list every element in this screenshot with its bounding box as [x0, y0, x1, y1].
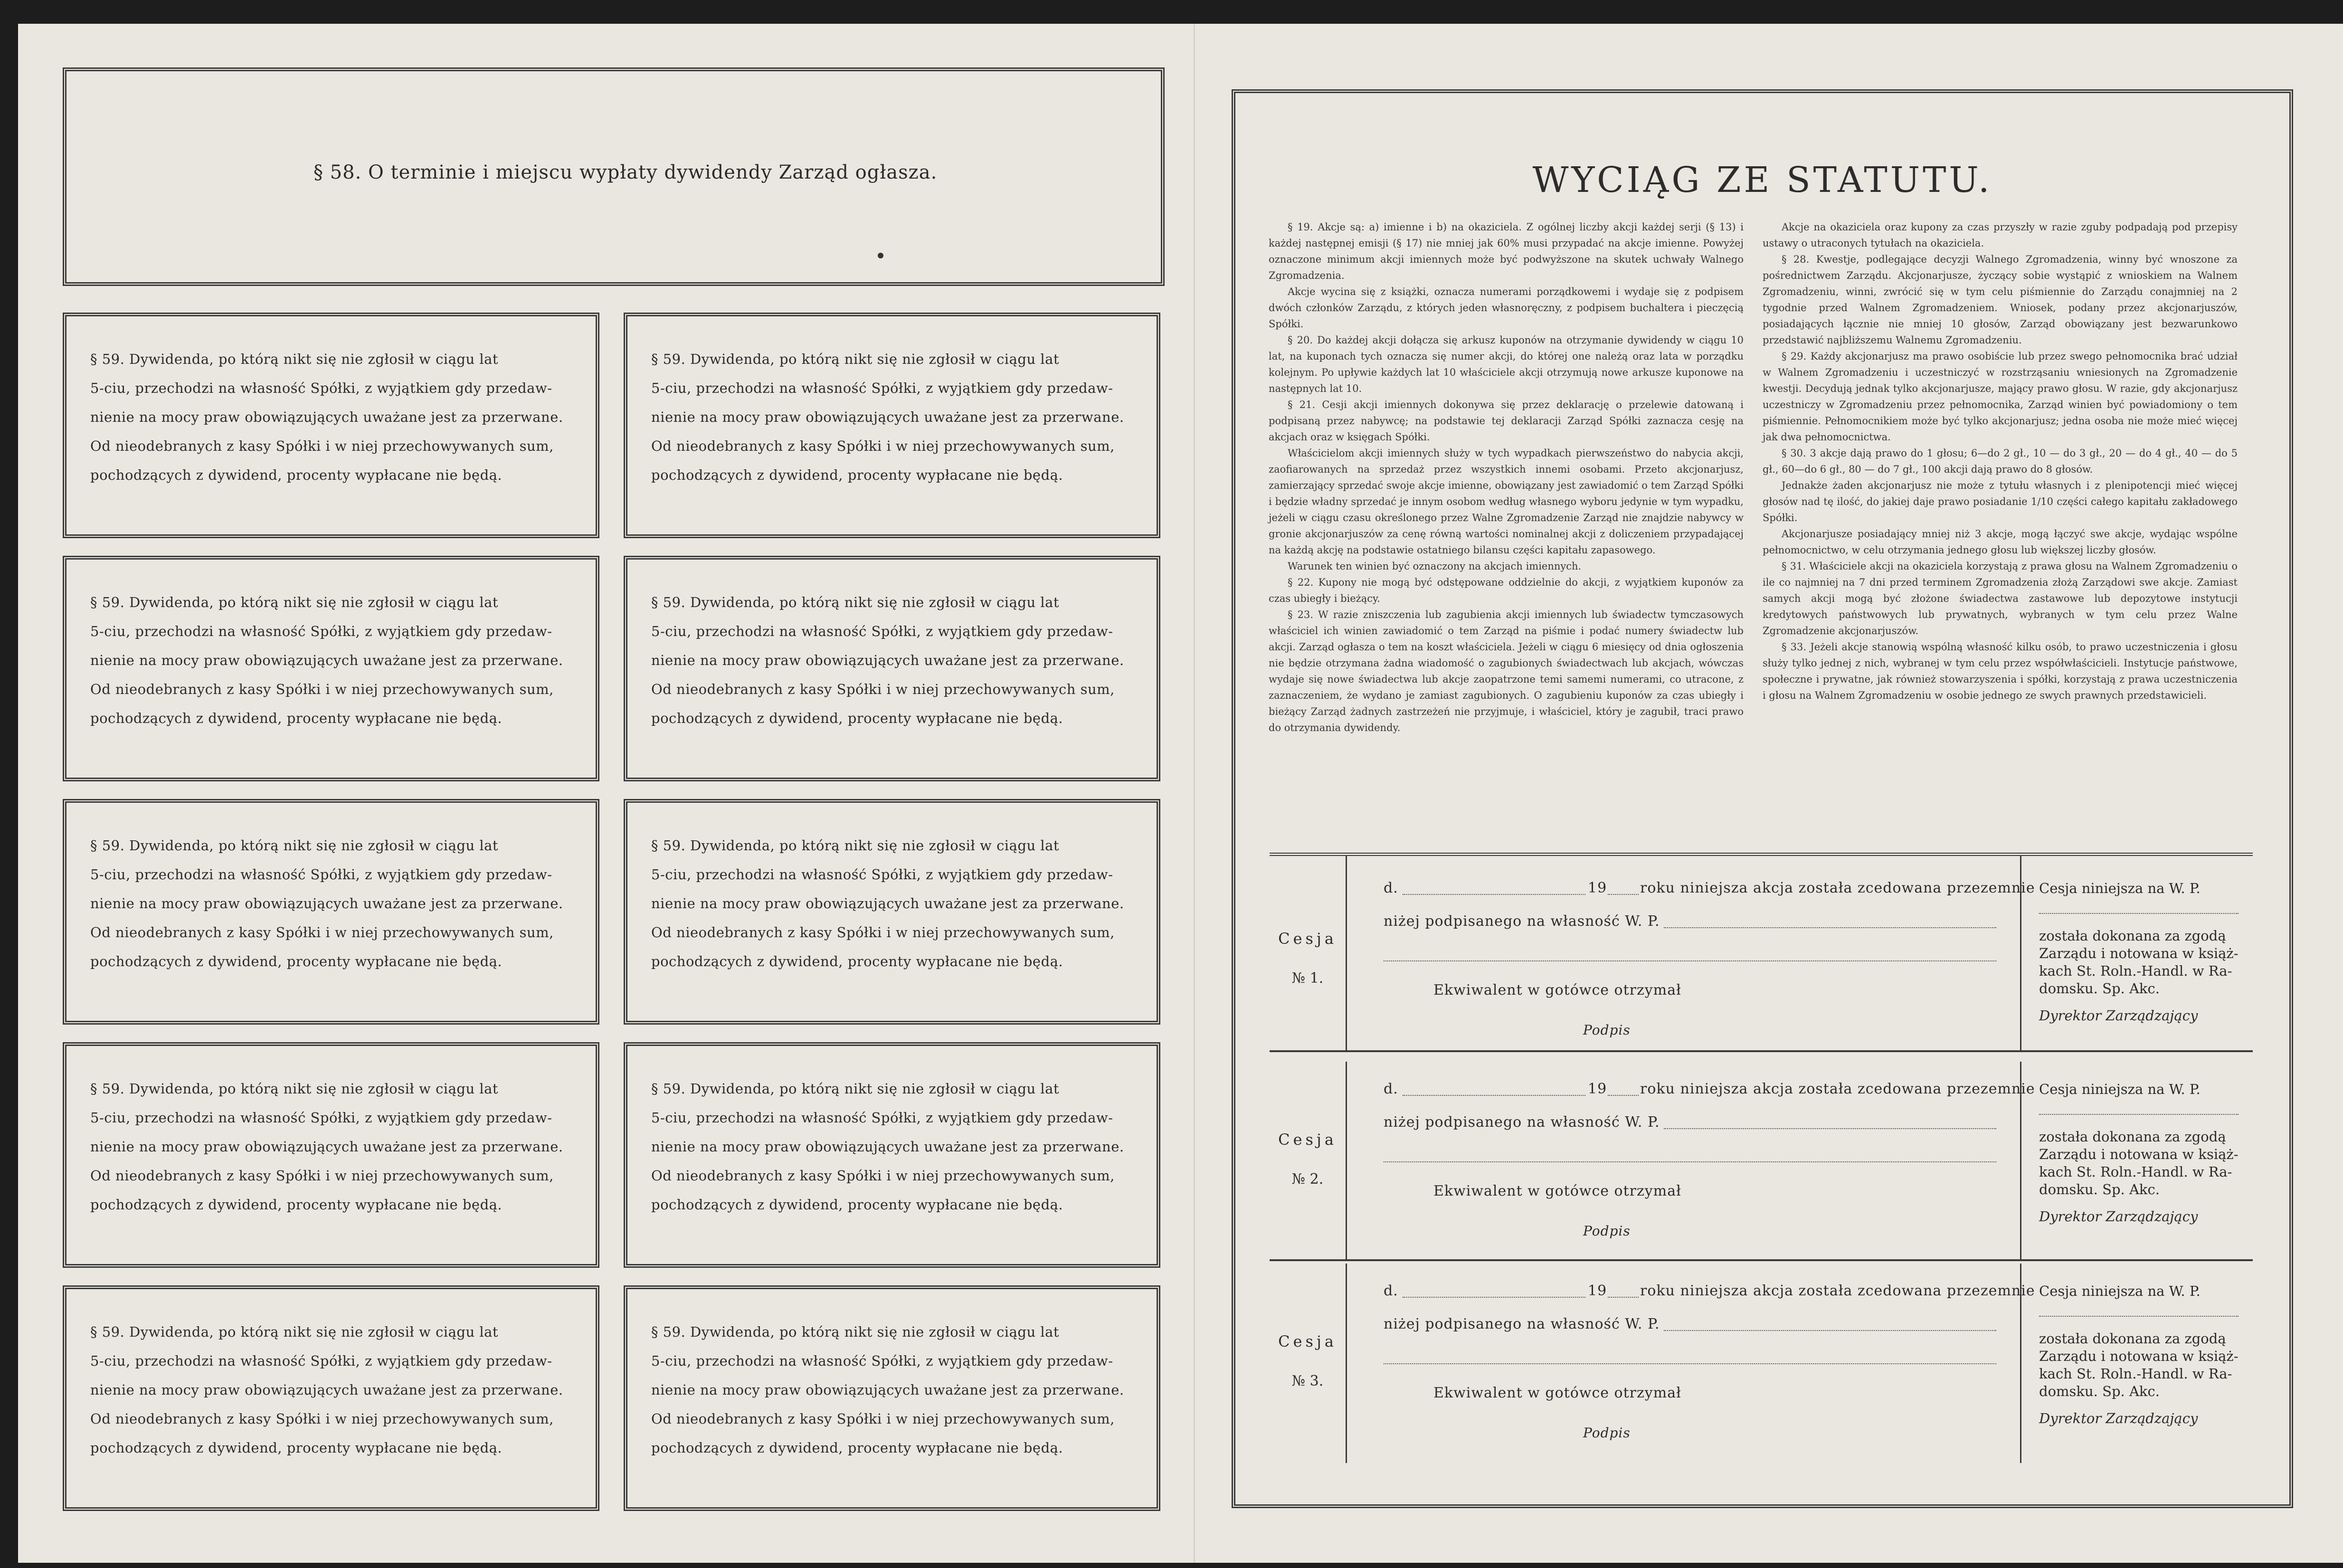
header-text: § 58. O terminie i miejscu wypłaty dywidendy Zarząd ogłasza.	[313, 162, 938, 183]
coupon-1	[63, 313, 599, 538]
owner-field[interactable]	[1664, 1128, 1996, 1129]
statute-paragraph: § 33. Jeżeli akcje stanowią wspólną własność kilku osób, to prawo uczestniczenia i głosu służy tylko jednej z nich, wybranej w tym celu przez współwłaścicieli. Instytucje państwowe, społeczne i prywatne, jak również stowarzyszenia i spółki, korzystają z prawa uczestniczenia i głosu na Walnem Zgromadzeniu w osobie jednego ze swych prawnych przedstawicieli.	[1763, 641, 2238, 701]
right-title: Cesja niniejsza na W. P.	[2039, 880, 2201, 896]
cession-line1: roku niniejsza akcja została zcedowana przezemnie	[1640, 1081, 2035, 1097]
coupon-10	[624, 1285, 1160, 1511]
cession-number: № 3.	[1291, 1373, 1324, 1389]
coupon-line: Od nieodebranych z kasy Spółki i w niej przechowywanych sum,	[90, 438, 554, 454]
coupon-line: 5-ciu, przechodzi na własność Spółki, z wyjątkiem gdy przedaw-	[651, 380, 1113, 396]
cession-1	[1270, 853, 2253, 1052]
coupon-line: 5-ciu, przechodzi na własność Spółki, z wyjątkiem gdy przedaw-	[651, 1110, 1113, 1126]
cession-label: Cesja	[1278, 1332, 1337, 1350]
coupon-line: Od nieodebranych z kasy Spółki i w niej przechowywanych sum,	[90, 681, 554, 697]
document-sheet	[18, 24, 2343, 1563]
coupon-line: 5-ciu, przechodzi na własność Spółki, z wyjątkiem gdy przedaw-	[651, 623, 1113, 639]
statute-paragraph: Akcje wycina się z książki, oznacza numerami porządkowemi i wydaje się z podpisem dwóch członków Zarządu, z których jeden własnoręczny, z podpisem buchaltera i pieczęcią Spółki.	[1269, 286, 1744, 330]
statute-paragraph: § 22. Kupony nie mogą być odstępowane oddzielnie do akcji, z wyjątkiem kuponów za czas ubiegły i bieżący.	[1269, 577, 1744, 604]
coupon-line: nienie na mocy praw obowiązujących uważane jest za przerwane.	[90, 1139, 563, 1155]
coupon-line: pochodzących z dywidend, procenty wypłacane nie będą.	[90, 710, 503, 726]
date-field[interactable]	[1403, 894, 1585, 895]
statute-paragraph: Akcjonarjusze posiadający mniej niż 3 akcje, mogą łączyć swe akcje, wydając wspólne pełnomocnictwo, w celu otrzymania jednego głosu lub większej liczby głosów.	[1763, 528, 2238, 556]
right-field[interactable]	[2039, 913, 2239, 914]
cession-date-d: d.	[1384, 1283, 1398, 1299]
coupon-2	[624, 313, 1160, 538]
cession-date-d: d.	[1384, 880, 1398, 896]
coupon-line: nienie na mocy praw obowiązujących uważane jest za przerwane.	[90, 652, 563, 668]
coupon-line: § 59. Dywidenda, po którą nikt się nie zgłosił w ciągu lat	[90, 1081, 499, 1097]
coupon-8	[624, 1042, 1160, 1268]
coupon-line: nienie na mocy praw obowiązujących uważane jest za przerwane.	[90, 409, 563, 425]
center-fold	[1194, 24, 1195, 1563]
owner-field-2[interactable]	[1384, 1363, 1996, 1364]
coupon-line: Od nieodebranych z kasy Spółki i w niej przechowywanych sum,	[90, 924, 554, 941]
statute-paragraph: § 31. Właściciele akcji na okaziciela korzystają z prawa głosu na Walnem Zgromadzeniu o ile co najmniej na 7 dni przed terminem Zgromadzenia złożą Zarządowi swe akcje. Zamiast samych akcji mogą być złożone świadectwa zastawowe lub depozytowe instytucji kredytowych państwowych lub prywatnych, wybranych w tym celu przez Walne Zgromadzenie akcjonarjuszów.	[1763, 561, 2238, 637]
coupon-line: § 59. Dywidenda, po którą nikt się nie zgłosił w ciągu lat	[90, 351, 499, 367]
director-label: Dyrektor Zarządzający	[2039, 1007, 2198, 1024]
cession-date-d: d.	[1384, 1081, 1398, 1097]
coupon-line: pochodzących z dywidend, procenty wypłacane nie będą.	[90, 1440, 503, 1456]
year-prefix: 19	[1588, 1283, 1607, 1299]
cession-number: № 2.	[1291, 1171, 1324, 1188]
year-prefix: 19	[1588, 880, 1607, 896]
coupon-line: § 59. Dywidenda, po którą nikt się nie zgłosił w ciągu lat	[651, 351, 1060, 367]
coupon-line: pochodzących z dywidend, procenty wypłacane nie będą.	[90, 1197, 503, 1213]
year-field[interactable]	[1608, 894, 1639, 895]
right-body-line: domsku. Sp. Akc.	[2039, 1383, 2160, 1399]
cession-line2: niżej podpisanego na własność W. P.	[1384, 1316, 1660, 1332]
right-body-line: została dokonana za zgodą	[2039, 1129, 2226, 1145]
coupon-4	[624, 556, 1160, 781]
ink-dot	[878, 253, 883, 258]
right-body	[2039, 1128, 2243, 1198]
statute-paragraph: § 19. Akcje są: a) imienne i b) na okaziciela. Z ogólnej liczby akcji każdej serji (§ 13) i każdej następnej emisji (§ 17) nie mniej jak 60% musi przypadać na akcje imienne. Powyżej oznaczone minimum akcji imiennych może być podwyższone na skutek uchwały Walnego Zgromadzenia.	[1269, 221, 1744, 281]
coupon-line: 5-ciu, przechodzi na własność Spółki, z wyjątkiem gdy przedaw-	[90, 623, 552, 639]
right-body-line: kach St. Roln.-Handl. w Ra-	[2039, 963, 2232, 979]
coupon-line: 5-ciu, przechodzi na własność Spółki, z wyjątkiem gdy przedaw-	[651, 1353, 1113, 1369]
statute-paragraph: § 23. W razie zniszczenia lub zagubienia akcji imiennych lub świadectw tymczasowych właściciel ich winien zawiadomić o tem Zarząd na piśmie i podać numery świadectw lub akcji. Zarząd ogłasza o tem na koszt właściciela. Jeżeli w ciągu 6 miesięcy od dnia ogłoszenia nie będzie otrzymana żadna wiadomość o zagubionych świadectwach lub akcjach, wówczas wydaje się nowe świadectwa lub akcje zaopatrzone temi samemi numerami, co utracone, z zaznaczeniem, że wydano je zamiast zagubionych. O zagubieniu kuponów za czas ubiegły i bieżący Zarząd żadnych zastrzeżeń nie przyjmuje, i właściciel, który je zagubił, traci prawo do otrzymania dywidendy.	[1269, 609, 1744, 733]
equivalent-text: Ekwiwalent w gotówce otrzymał	[1433, 1385, 1681, 1401]
owner-field-2[interactable]	[1384, 960, 1996, 961]
year-field[interactable]	[1608, 1095, 1639, 1096]
coupon-line: Od nieodebranych z kasy Spółki i w niej przechowywanych sum,	[651, 1168, 1115, 1184]
statute-paragraph: Akcje na okaziciela oraz kupony za czas przyszły w razie zguby podpadają pod przepisy ustawy o utraconych tytułach na okaziciela.	[1763, 221, 2238, 249]
coupon-line: Od nieodebranych z kasy Spółki i w niej przechowywanych sum,	[651, 1411, 1115, 1427]
right-title: Cesja niniejsza na W. P.	[2039, 1283, 2201, 1299]
coupon-line: pochodzących z dywidend, procenty wypłacane nie będą.	[651, 1440, 1063, 1456]
cession-line2: niżej podpisanego na własność W. P.	[1384, 1114, 1660, 1131]
cession-label: Cesja	[1278, 1131, 1337, 1149]
cession-line1: roku niniejsza akcja została zcedowana przezemnie	[1640, 1283, 2035, 1299]
coupon-line: nienie na mocy praw obowiązujących uważane jest za przerwane.	[90, 1382, 563, 1398]
coupon-line: § 59. Dywidenda, po którą nikt się nie zgłosił w ciągu lat	[90, 837, 499, 854]
owner-field-2[interactable]	[1384, 1161, 1996, 1162]
year-field[interactable]	[1608, 1297, 1639, 1298]
right-body-line: Zarządu i notowana w książ-	[2039, 945, 2239, 961]
signature-label: Podpis	[1583, 1022, 1631, 1038]
statute-paragraph: § 20. Do każdej akcji dołącza się arkusz kuponów na otrzymanie dywidendy w ciągu 10 lat, na kuponach tych oznacza się numer akcji, do której one należą oraz lata w porządku kolejnym. Po upływie każdych lat 10 właściciele akcji otrzymują nowe arkusze kuponowe na następnych lat 10.	[1269, 334, 1744, 394]
cession-2	[1270, 1062, 2253, 1261]
coupon-line: § 59. Dywidenda, po którą nikt się nie zgłosił w ciągu lat	[651, 1081, 1060, 1097]
equivalent-text: Ekwiwalent w gotówce otrzymał	[1433, 1183, 1681, 1199]
cession-line2: niżej podpisanego na własność W. P.	[1384, 913, 1660, 930]
coupon-line: § 59. Dywidenda, po którą nikt się nie zgłosił w ciągu lat	[651, 1324, 1060, 1340]
coupon-line: nienie na mocy praw obowiązujących uważane jest za przerwane.	[651, 1139, 1124, 1155]
right-body-line: została dokonana za zgodą	[2039, 928, 2226, 944]
header-box	[63, 67, 1165, 286]
coupon-line: § 59. Dywidenda, po którą nikt się nie zgłosił w ciągu lat	[90, 594, 499, 610]
owner-field[interactable]	[1664, 1330, 1996, 1331]
right-body-line: została dokonana za zgodą	[2039, 1330, 2226, 1347]
right-body-line: domsku. Sp. Akc.	[2039, 980, 2160, 997]
coupon-line: Od nieodebranych z kasy Spółki i w niej przechowywanych sum,	[651, 924, 1115, 941]
right-body-line: Zarządu i notowana w książ-	[2039, 1348, 2239, 1364]
coupon-line: pochodzących z dywidend, procenty wypłacane nie będą.	[651, 710, 1063, 726]
coupon-line: Od nieodebranych z kasy Spółki i w niej przechowywanych sum,	[90, 1168, 554, 1184]
right-body	[2039, 927, 2243, 998]
right-field[interactable]	[2039, 1114, 2239, 1115]
cession-3	[1270, 1264, 2253, 1463]
equivalent-text: Ekwiwalent w gotówce otrzymał	[1433, 982, 1681, 998]
coupon-line: nienie na mocy praw obowiązujących uważane jest za przerwane.	[90, 895, 563, 912]
statute-paragraph: § 21. Cesji akcji imiennych dokonywa się przez deklarację o przelewie datowaną i podpisaną przez nabywcę; na podstawie tej deklaracji Zarząd Spółki zaznacza cesję na akcjach oraz w księgach Spółki.	[1269, 399, 1744, 443]
director-label: Dyrektor Zarządzający	[2039, 1410, 2198, 1426]
cession-label: Cesja	[1278, 930, 1337, 948]
coupon-line: Od nieodebranych z kasy Spółki i w niej przechowywanych sum,	[651, 681, 1115, 697]
right-field[interactable]	[2039, 1316, 2239, 1317]
statute-paragraph: § 28. Kwestje, podlegające decyzji Walnego Zgromadzenia, winny być wnoszone za pośrednictwem Zarządu. Akcjonarjusze, życzący sobie wystąpić z wnioskiem na Walnem Zgromadzeniu, winni, zwrócić się w tym celu piśmiennie do Zarządu conajmniej na 2 tygodnie przed Walnem Zgromadzeniem. Wniosek, podany przez akcjonarjuszów, posiadających łącznie nie mniej 10 głosów, Zarząd obowiązany jest bezwarunkowo przedstawić najbliższemu Walnemu Zgromadzeniu.	[1763, 254, 2238, 346]
right-body	[2039, 1330, 2243, 1400]
owner-field[interactable]	[1664, 927, 1996, 928]
statute-paragraph: § 30. 3 akcje dają prawo do 1 głosu; 6—do 2 gł., 10 — do 3 gł., 20 — do 4 gł., 40 — do 5 gł., 60—do 6 gł., 80 — do 7 gł., 100 akcji dają prawo do 8 głosów.	[1763, 447, 2238, 475]
statute-paragraph: Właścicielom akcji imiennych służy w tych wypadkach pierwszeństwo do nabycia akcji, zaofiarowanych na sprzedaż przez wszystkich innemi osobami. Przeto akcjonarjusz, zamierzający sprzedać swoje akcje imienne, obowiązany jest zawiadomić o tem Zarząd Spółki i będzie władny sprzedać je innym osobom według własnego wyboru jedynie w tym wypadku, jeżeli w ciągu czasu określonego przez Walne Zgromadzenie Zarząd nie znajdzie nabywcy w gronie akcjonarjuszów za cenę równą wartości nominalnej akcji z doliczeniem przypadającej na każdą akcję na podstawie ostatniego bilansu części kapitału zapasowego.	[1269, 447, 1744, 556]
cession-line1: roku niniejsza akcja została zcedowana przezemnie	[1640, 880, 2035, 896]
director-label: Dyrektor Zarządzający	[2039, 1208, 2198, 1225]
date-field[interactable]	[1403, 1095, 1585, 1096]
statute-left-column	[1269, 219, 1744, 736]
statute-paragraph: Warunek ten winien być oznaczony na akcjach imiennych.	[1288, 561, 1582, 572]
coupon-6	[624, 799, 1160, 1025]
coupon-line: Od nieodebranych z kasy Spółki i w niej przechowywanych sum,	[90, 1411, 554, 1427]
right-body-line: Zarządu i notowana w książ-	[2039, 1146, 2239, 1162]
statute-paragraph: § 29. Każdy akcjonarjusz ma prawo osobiście lub przez swego pełnomocnika brać udział w Walnem Zgromadzeniu i uczestniczyć w rozstrząsaniu wniesionych na Zgromadzenie kwestji. Decydują jednak tylko akcjonarjusze, mający prawo głosu. W razie, gdy akcjonarjusz uczestniczy w Zgromadzeniu przez pełnomocnika, Zarząd winien być powiadomiony o tem piśmiennie. Pełnomocnikiem może być tylko akcjonarjusz; jedna osoba nie może mieć więcej jak dwa pełnomocnictwa.	[1763, 351, 2238, 443]
year-prefix: 19	[1588, 1081, 1607, 1097]
coupon-line: pochodzących z dywidend, procenty wypłacane nie będą.	[90, 467, 503, 483]
coupon-line: pochodzących z dywidend, procenty wypłacane nie będą.	[651, 953, 1063, 969]
coupon-line: 5-ciu, przechodzi na własność Spółki, z wyjątkiem gdy przedaw-	[90, 1353, 552, 1369]
coupon-line: § 59. Dywidenda, po którą nikt się nie zgłosił w ciągu lat	[90, 1324, 499, 1340]
statute-paragraph: Jednakże żaden akcjonarjusz nie może z tytułu własnych i z plenipotencji mieć więcej głosów nad tę ilość, do jakiej daje prawo posiadanie 1/10 części całego kapitału zakładowego Spółki.	[1763, 480, 2238, 523]
coupon-5	[63, 799, 599, 1025]
signature-label: Podpis	[1583, 1223, 1631, 1239]
coupon-line: 5-ciu, przechodzi na własność Spółki, z wyjątkiem gdy przedaw-	[651, 866, 1113, 883]
right-body-line: kach St. Roln.-Handl. w Ra-	[2039, 1164, 2232, 1180]
coupon-line: Od nieodebranych z kasy Spółki i w niej przechowywanych sum,	[651, 438, 1115, 454]
right-title: Cesja niniejsza na W. P.	[2039, 1081, 2201, 1097]
coupon-7	[63, 1042, 599, 1268]
coupon-line: 5-ciu, przechodzi na własność Spółki, z wyjątkiem gdy przedaw-	[90, 1110, 552, 1126]
statute-title: WYCIĄG ZE STATUTU.	[1532, 160, 1992, 200]
coupon-line: pochodzących z dywidend, procenty wypłacane nie będą.	[651, 467, 1063, 483]
cession-number: № 1.	[1291, 970, 1324, 987]
coupon-line: § 59. Dywidenda, po którą nikt się nie zgłosił w ciągu lat	[651, 837, 1060, 854]
coupon-3	[63, 556, 599, 781]
coupon-line: § 59. Dywidenda, po którą nikt się nie zgłosił w ciągu lat	[651, 594, 1060, 610]
right-body-line: domsku. Sp. Akc.	[2039, 1181, 2160, 1197]
coupon-line: nienie na mocy praw obowiązujących uważane jest za przerwane.	[651, 1382, 1124, 1398]
coupon-line: pochodzących z dywidend, procenty wypłacane nie będą.	[90, 953, 503, 969]
signature-label: Podpis	[1583, 1425, 1631, 1441]
statute-right-column	[1763, 219, 2238, 703]
coupon-9	[63, 1285, 599, 1511]
date-field[interactable]	[1403, 1297, 1585, 1298]
coupon-line: nienie na mocy praw obowiązujących uważane jest za przerwane.	[651, 895, 1124, 912]
coupon-line: nienie na mocy praw obowiązujących uważane jest za przerwane.	[651, 652, 1124, 668]
right-body-line: kach St. Roln.-Handl. w Ra-	[2039, 1366, 2232, 1382]
coupon-line: nienie na mocy praw obowiązujących uważane jest za przerwane.	[651, 409, 1124, 425]
coupon-line: 5-ciu, przechodzi na własność Spółki, z wyjątkiem gdy przedaw-	[90, 866, 552, 883]
coupon-line: pochodzących z dywidend, procenty wypłacane nie będą.	[651, 1197, 1063, 1213]
coupon-line: 5-ciu, przechodzi na własność Spółki, z wyjątkiem gdy przedaw-	[90, 380, 552, 396]
